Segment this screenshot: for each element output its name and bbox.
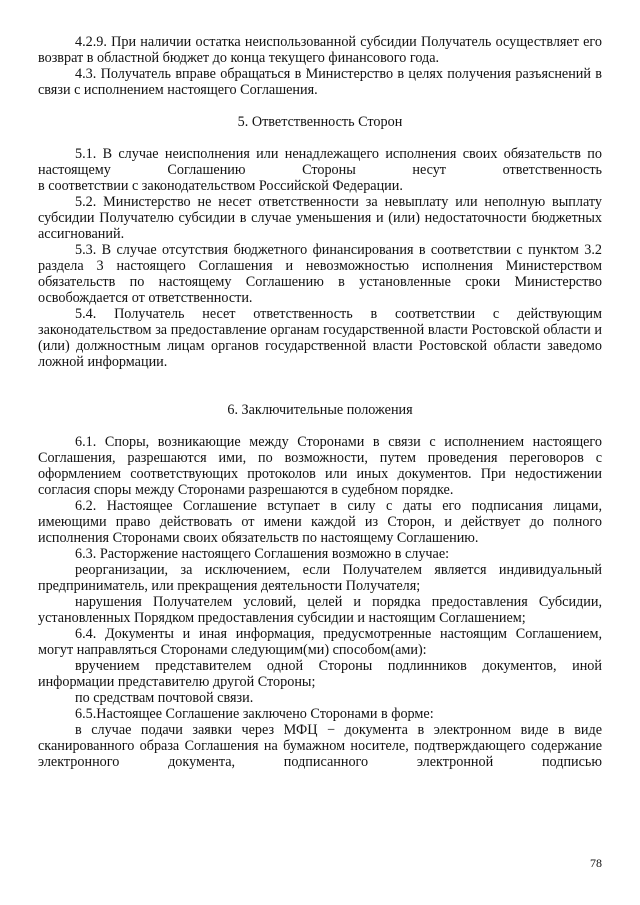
paragraph-5-1: 5.1. В случае неисполнения или ненадлежащего исполнения своих обязательств по настоящему Соглашению Стороны несут ответственность: [38, 146, 602, 178]
section-5-title: 5. Ответственность Сторон: [237, 114, 403, 130]
paragraph-6-4-item-2: по средствам почтовой связи.: [75, 690, 254, 706]
paragraph-4-3: 4.3. Получатель вправе обращаться в Министерство в целях получения разъяснений в связи с исполнением настоящего Соглашения.: [38, 66, 602, 98]
paragraph-5-1-continued: в соответствии с законодательством Российской Федерации.: [38, 178, 403, 194]
paragraph-6-3: 6.3. Расторжение настоящего Соглашения возможно в случае:: [75, 546, 450, 562]
section-6-title: 6. Заключительные положения: [227, 402, 413, 418]
paragraph-6-1: 6.1. Споры, возникающие между Сторонами в связи с исполнением настоящего Соглашения, разрешаются ими, по возможности, путем проведения переговоров с оформлением соответствующих протоколов или иных документов. При недостижении согласия споры между Сторонами разрешаются в судебном порядке.: [38, 434, 602, 498]
paragraph-5-2: 5.2. Министерство не несет ответственности за невыплату или неполную выплату субсидии Получателю субсидии в случае уменьшения и (или) недостаточности бюджетных ассигнований.: [38, 194, 602, 242]
paragraph-6-3-item-2: нарушения Получателем условий, целей и порядка предоставления Субсидии, установленных Порядком предоставления субсидии и настоящим Соглашением;: [38, 594, 602, 626]
paragraph-6-5-item-1: в случае подачи заявки через МФЦ − документа в электронном виде в виде сканированного образа Соглашения на бумажном носителе, подтверждающего содержание электронного документа, подписанного электронной подписью: [38, 722, 602, 770]
paragraph-6-4: 6.4. Документы и иная информация, предусмотренные настоящим Соглашением, могут направляться Сторонами следующим(ми) способом(ами):: [38, 626, 602, 658]
page-number: 78: [590, 856, 602, 870]
paragraph-5-4: 5.4. Получатель несет ответственность в соответствии с действующим законодательством за предоставление органам государственной власти Ростовской области и (или) должностным лицам органов государственной власти Ростовской области заведомо ложной информации.: [38, 306, 602, 370]
paragraph-6-5: 6.5.Настоящее Соглашение заключено Сторонами в форме:: [75, 706, 434, 722]
paragraph-6-3-item-1: реорганизации, за исключением, если Получателем является индивидуальный предприниматель, или прекращения деятельности Получателя;: [38, 562, 602, 594]
paragraph-6-2: 6.2. Настоящее Соглашение вступает в силу с даты его подписания лицами, имеющими право действовать от имени каждой из Сторон, и действует до полного исполнения Сторонами своих обязательств по настоящему Соглашению.: [38, 498, 602, 546]
paragraph-6-4-item-1: вручением представителем одной Стороны подлинников документов, иной информации представителю другой Стороны;: [38, 658, 602, 690]
document-page: [38, 34, 602, 770]
paragraph-4-2-9: 4.2.9. При наличии остатка неиспользованной субсидии Получатель осуществляет его возврат в областной бюджет до конца текущего финансового года.: [38, 34, 602, 66]
paragraph-5-3: 5.3. В случае отсутствия бюджетного финансирования в соответствии с пунктом 3.2 раздела 3 настоящего Соглашения и невозможностью исполнения Министерством обязательств по настоящему Соглашению в установленные сроки Министерство освобождается от ответственности.: [38, 242, 602, 306]
